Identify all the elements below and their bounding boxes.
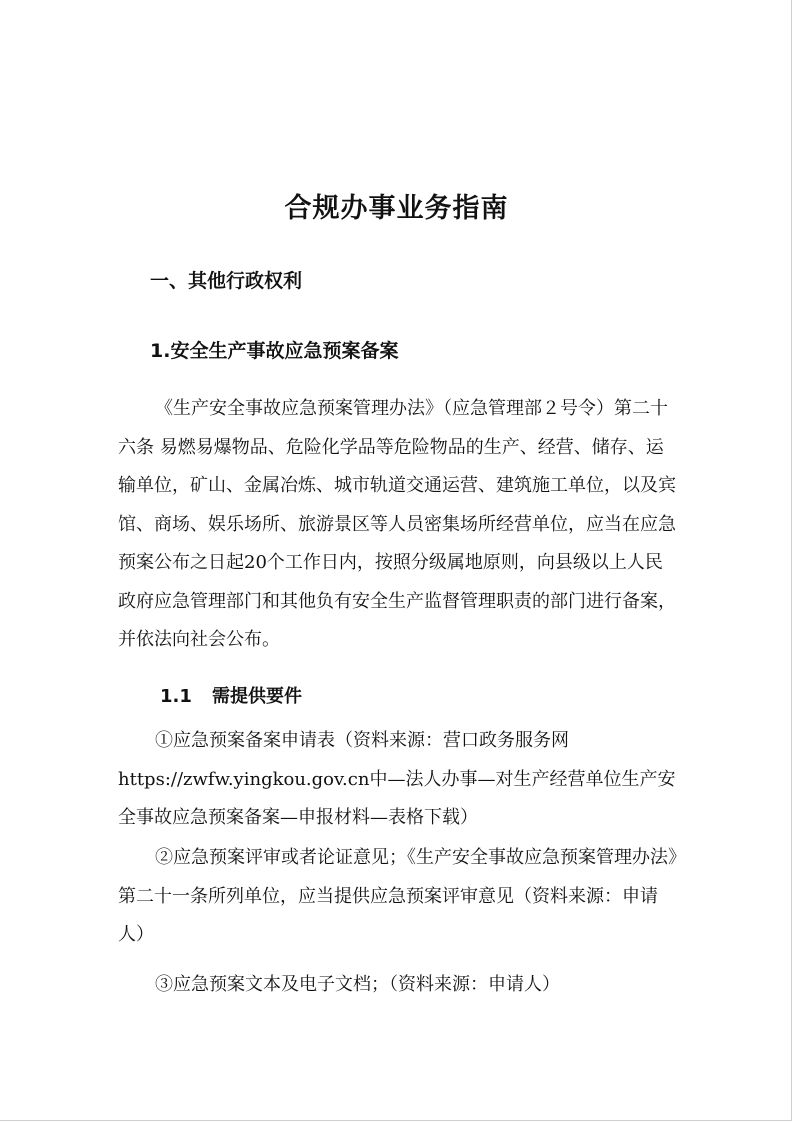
item-heading: 1.安全生产事故应急预案备案 xyxy=(150,340,399,362)
requirement-item-1: ①应急预案备案申请表（资料来源：营口政务服务网https://zwfw.yingkou.gov.cn中—法人办事—对生产经营单位生产安全事故应急预案备案—申报材料—表格下载） xyxy=(118,730,676,828)
subsection-title: 需提供要件 xyxy=(212,686,302,707)
regulation-paragraph: 《生产安全事故应急预案管理办法》（应急管理部２号令）第二十六条 易燃易爆物品、危险化学品等危险物品的生产、经营、储存、运输单位，矿山、金属冶炼、城市轨道交通运营、建筑施工单位，以及宾馆、商场、娱乐场所、旅游景区等人员密集场所经营单位，应当在应急预案公布之日起20个工作日内，按照分级属地原则，向县级以上人民政府应急管理部门和其他负有安全生产监督管理职责的部门进行备案，并依法向社会公布。 xyxy=(118,398,676,650)
subsection-number: 1.1 xyxy=(160,686,192,707)
subsection-heading xyxy=(160,682,302,708)
requirement-item-2: ②应急预案评审或者论证意见；《生产安全事故应急预案管理办法》第二十一条所列单位，应当提供应急预案评审意见（资料来源：申请人） xyxy=(118,847,677,945)
document-title: 合规办事业务指南 xyxy=(284,193,509,224)
section-heading: 一、其他行政权利 xyxy=(150,270,303,292)
requirement-item-3: ③应急预案文本及电子文档；（资料来源：申请人） xyxy=(155,974,560,995)
